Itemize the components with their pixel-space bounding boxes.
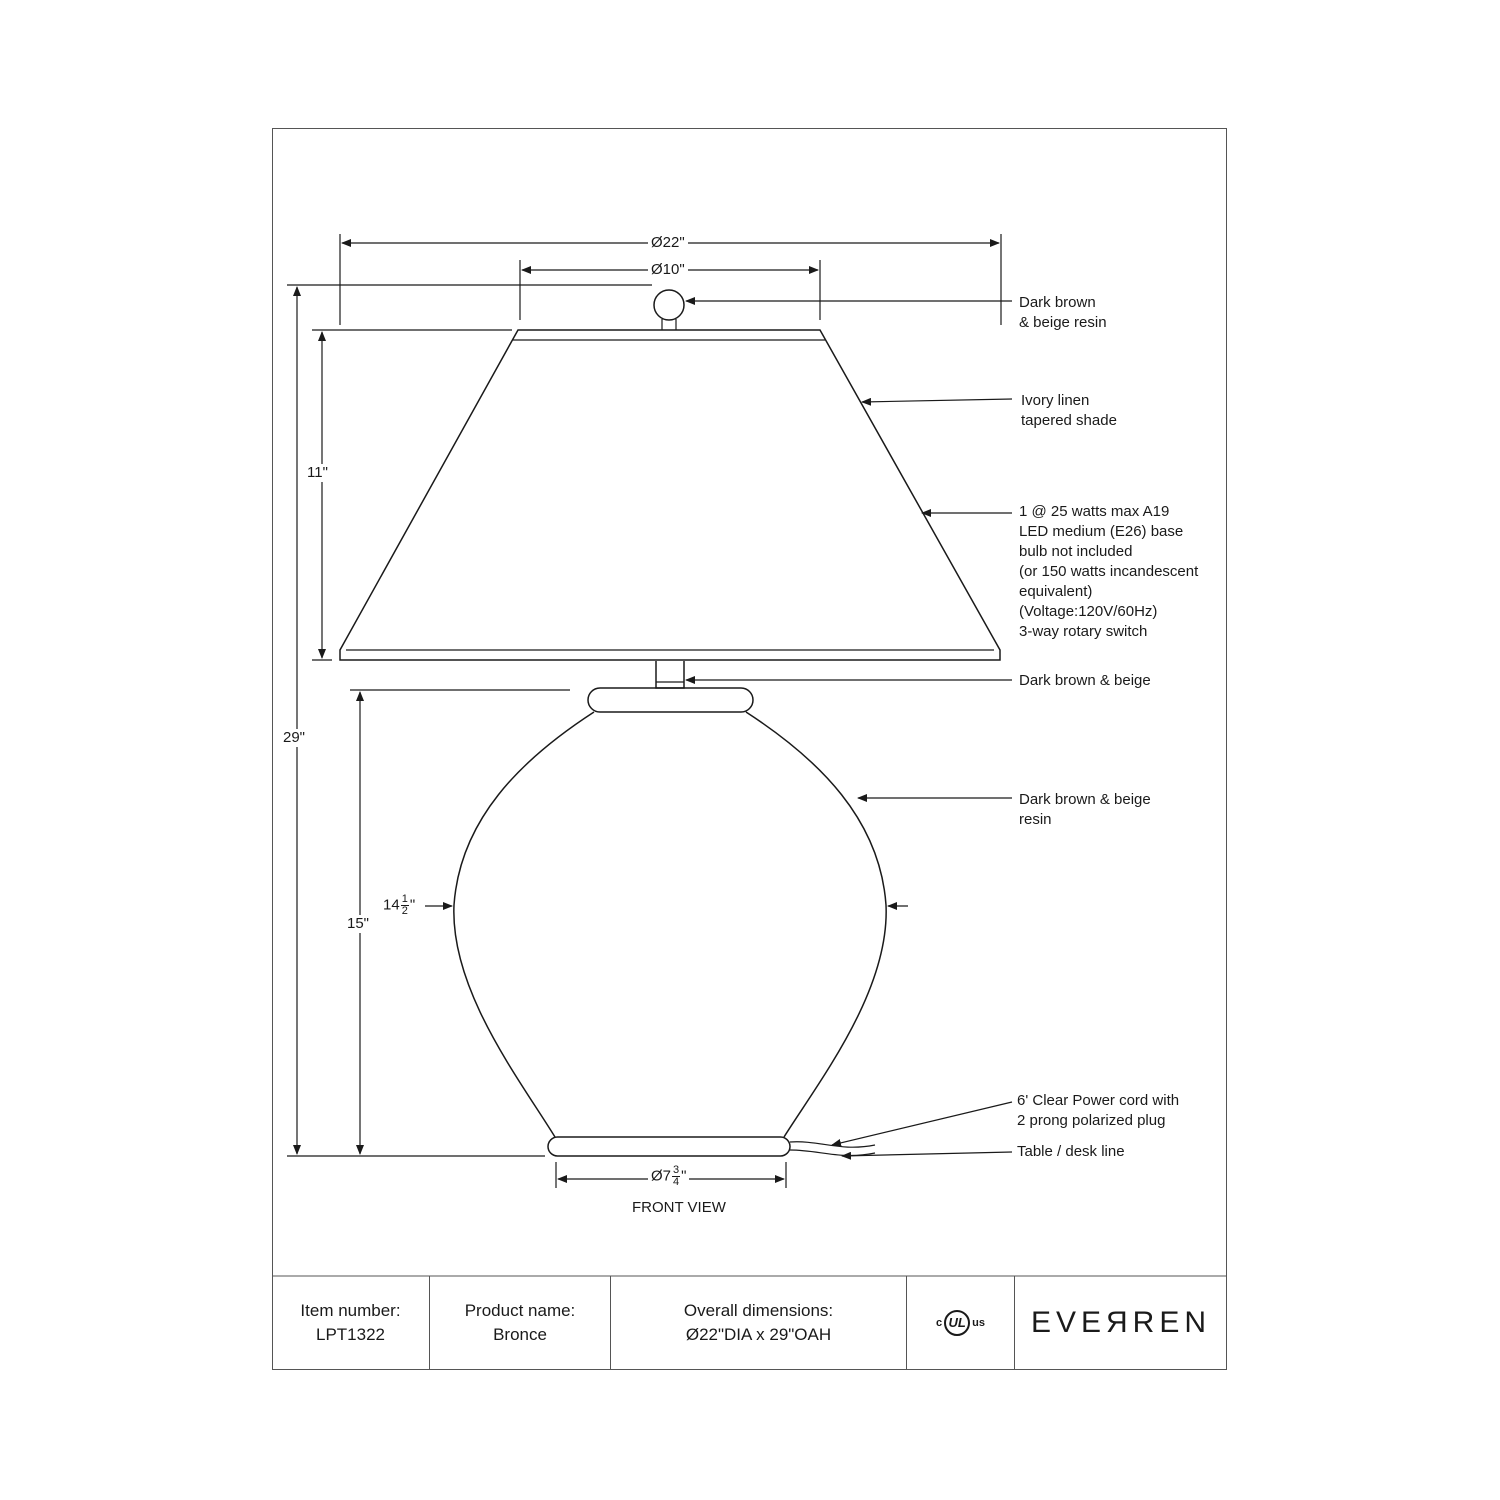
power-cord [790,1142,875,1156]
overall-dimensions-cell [611,1276,907,1370]
finial-callout: Dark brown & beige resin [1019,294,1107,331]
lamp-collar [588,688,753,712]
neck-callout: Dark brown & beige [1019,672,1151,689]
brand-logo: EVEЯREN [1030,1306,1212,1339]
product-name-label: Product name: [464,1301,576,1320]
base-height-dimension: 15" [344,915,372,933]
front-view-label: FRONT VIEW [632,1199,726,1216]
finial-shape [654,290,684,320]
body-width-dimension: 14 $\frac{1}{2}$ " [383,893,416,917]
shade-callout: Ivory linen tapered shade [1021,392,1117,429]
overall-dimensions-value: Ø22"DIA x 29"OAH [685,1325,832,1344]
overall-dimensions-label: Overall dimensions: [683,1301,834,1320]
lamp-body-outline [454,712,886,1137]
certification-cell [907,1276,1015,1370]
lamp-neck [656,661,684,688]
lampshade-outline [340,330,1000,660]
overall-width-dimension: Ø22" [648,234,688,252]
item-number-label: Item number: [300,1301,401,1320]
brand-cell [1015,1276,1227,1370]
item-number-value: LPT1322 [316,1325,385,1344]
cul-us-certification-mark: c UL us [936,1310,985,1336]
total-height-dimension: 29" [280,729,308,747]
lamp-foot [548,1137,790,1156]
title-block [272,1276,1227,1370]
item-number-cell [272,1276,430,1370]
top-width-dimension: Ø10" [648,261,688,279]
foot-width-dimension: Ø7 $\frac{3}{4}$ " [648,1165,689,1188]
cord-callout: 6' Clear Power cord with 2 prong polarized plug [1017,1092,1180,1129]
shade-height-dimension: 11" [304,464,331,482]
bulb-callout: 1 @ 25 watts max A19 LED medium (E26) base bulb not included (or 150 watts incandescent equivalent) (Voltage:120V/60Hz) 3-way rotary switch [1019,503,1199,640]
table-line-callout: Table / desk line [1017,1143,1125,1160]
product-name-cell [430,1276,611,1370]
body-callout: Dark brown & beige resin [1019,791,1151,828]
product-name-value: Bronce [493,1325,547,1344]
